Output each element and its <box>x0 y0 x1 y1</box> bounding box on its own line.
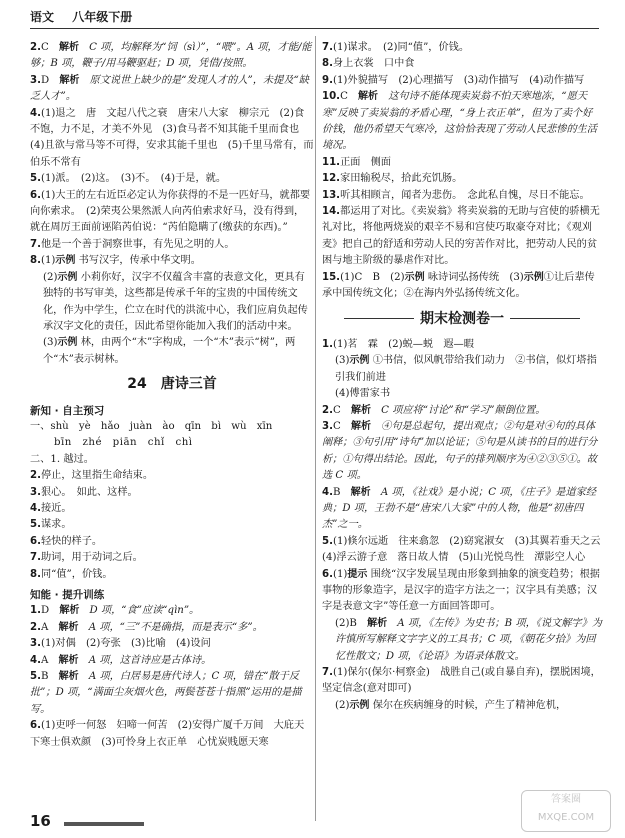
title-rule-right <box>510 318 580 319</box>
training-item-4: 4.A 解析 A 项，这首诗应是古体诗。 <box>30 654 212 666</box>
preview-item: 6.轻快的样子。 <box>30 535 103 547</box>
answer-item-8-3: (3)示例 林，由两个“木”字构成，一个“木”表示“树”，两个“木”表示树林。 <box>43 337 296 365</box>
page-number: 16 <box>30 812 51 830</box>
exam-item-3: 3.C 解析 ④句是总起句，提出观点；②句是对④句的具体阐释；③句引用“诗句”加以论证；⑤句是从读书的目的进行分析；①句得出结论。因此，句子的排列顺序为④②③⑤①。故选 C 项。 <box>322 420 598 482</box>
preview-item: 3.狠心。 如此、这样。 <box>30 486 138 498</box>
watermark-url: MXQE.COM <box>537 812 595 823</box>
lesson-name: 唐诗三首 <box>160 376 217 393</box>
answer-item-r14: 14.都运用了对比。《卖炭翁》将卖炭翁的无助与宫使的骄横无礼对比，将他两烧炭的艰辛不易和宫使巧取豪夺对比；《观刈麦》把自己的舒适和劳动人民的穷苦作对比，把劳动人民的贫困与地主阶级的暴虐作对比。 <box>322 206 600 267</box>
pinyin-line-2: bīn zhé piān chǐ chì <box>54 437 193 449</box>
answer-item-r10: 10.C 解析 这句诗不能体现卖炭翁不怕天寒地冻，“愿天寒”反映了卖炭翁的矛盾心理，“身上衣正单”，但为了卖个好价钱，他仍希望天气寒冷，这恰恰表现了劳动人民悲惨的生活境况。 <box>322 91 598 152</box>
training-item-1: 1.D 解析 D 项，“食”应读“qìn”。 <box>30 605 200 617</box>
column-divider <box>315 36 316 821</box>
footer-bar <box>64 822 144 826</box>
exam-item-5: 5.(1)倏尔远逝 往来翕忽 (2)窈窕淑女 (3)其翼若垂天之云 (4)浮云游子意 落日故人情 (5)山光悦鸟性 潭影空人心 <box>322 535 611 564</box>
answer-item-2: 2.C 解析 C 项，均解释为“饲（sì）”，“喂”。A 项，才能/能够；B 项，鞭子/用马鞭驱赶；D 项，凭借/按照。 <box>30 42 312 70</box>
title-rule-left <box>344 318 414 319</box>
grade-label: 八年级下册 <box>72 10 133 24</box>
answer-item-r15: 15.(1)C B (2)示例 咏诗词弘扬传统 (3)示例①让后辈传承中国传统文化；②在海内外弘扬传统文化。 <box>322 271 595 300</box>
answer-item-r7: 7.(1)谋求。 (2)同“值”，价钱。 <box>322 42 470 53</box>
exam-title-text: 期末检测卷一 <box>420 310 504 327</box>
watermark-text: 答案圈 <box>551 794 581 805</box>
preview-item: 7.助词，用于动词之后。 <box>30 552 143 564</box>
answer-item-r8: 8.身上衣裳 口中食 <box>322 58 415 70</box>
section-training: 知能 · 提升训练 <box>30 589 105 601</box>
exam-item-1: 1.(1)茗 霖 (2)蜕—蜕 遐—暇 <box>322 338 474 350</box>
pinyin-line-1: 一、shù yè hǎo juàn ào qīn bì wù xīn <box>30 420 273 432</box>
answer-item-r11: 11.正面 侧面 <box>322 156 391 168</box>
answer-item-r12: 12.家田输税尽，拾此充饥肠。 <box>322 173 463 185</box>
exam-item-2: 2.C 解析 C 项应将“讨论”和“学习”颠倒位置。 <box>322 404 546 416</box>
exam-item-4: 4.B 解析 A 项，《社戏》是小说；C 项，《庄子》是道家经典；D 项，王勃不是“唐宋八大家”中的人物，他是“初唐四杰”之一。 <box>322 486 597 531</box>
preview-item: 二、1. 越过。 <box>30 453 94 465</box>
right-column <box>322 40 611 714</box>
subject-label: 语文 <box>30 10 55 24</box>
training-item-3: 3.(1)对偶 (2)夸张 (3)比喻 (4)设问 <box>30 638 211 650</box>
left-column <box>30 40 314 751</box>
answer-item-6: 6.(1)大王的左右近臣必定认为你获得的不是一匹好马，就都要向你索求。 (2)荣夷公果然派人向芮伯索求好马，没有得到，就在周厉王面前诬陷芮伯说：“芮伯隐瞒了(缴获的东西)。” <box>30 189 311 234</box>
lesson-number: 24 <box>127 376 147 393</box>
preview-item: 2.停止，这里指生命结束。 <box>30 470 154 482</box>
training-item-2: 2.A 解析 A 项，“三”不是确指，而是表示“多”。 <box>30 621 263 633</box>
exam-item-7: 7.(1)保尔(保尔·柯察金) 战胜自己(或自暴自弃)，摆脱困境，坚定信念(意对即可) <box>322 667 601 695</box>
header-rule <box>30 28 599 29</box>
preview-item: 5.谋求。 <box>30 519 72 531</box>
exam-item-6-2: (2)B 解析 A 项，《左传》为史书；B 项，《说文解字》为许慎所写解释文字字义的工具书；C 项，《朝花夕拾》为回忆性散文；D 项，《论语》为语录体散文。 <box>335 617 602 662</box>
preview-item: 4.接近。 <box>30 502 72 514</box>
page-header <box>30 8 146 25</box>
training-item-6: 6.(1)吏呼一何怒 妇啼一何苦 (2)安得广厦千万间 大庇天下寒士俱欢颜 (3)可怜身上衣正单 心忧炭贱愿天寒 <box>30 720 305 748</box>
answer-item-7: 7.他是一个善于洞察世事，有先见之明的人。 <box>30 238 235 250</box>
exam-item-7-2: (2)示例 保尔在疾病缠身的时候，产生了精神危机， <box>335 699 567 711</box>
exam-title <box>322 311 602 327</box>
answer-item-4: 4.(1)退之 唐 文起八代之衰 唐宋八大家 柳宗元 (2)食不饱，力不足，才美不外见 (3)食马者不知其能千里而食也 (4)且欲与常马等不可得，安求其能千里也 (5)千里马常有，而伯乐不常有 <box>30 107 314 168</box>
watermark-logo <box>521 790 611 832</box>
training-item-5: 5.B 解析 A 项，白居易是唐代诗人；C 项，错在“散于反批”；D 项，“满面尘灰烟火色，两鬓苍苍十指黑”运用的是描写。 <box>30 671 302 715</box>
answer-item-8-2: (2)示例 小莉你好，汉字不仅蕴含丰富的表意文化，更具有独特的书写审美，这些都是传承千年的宝贵的中国传统文化，作为中学生，伫立在时代的洪流中心，我们应肩负起传承汉字文化的责任，因此希望你能加入我们的活动中来。 <box>43 271 308 332</box>
answer-item-5: 5.(1)派。 (2)这。 (3)不。 (4)于是，就。 <box>30 173 227 185</box>
answer-item-r9: 9.(1)外貌描写 (2)心理描写 (3)动作描写 (4)动作描写 <box>322 74 585 86</box>
answer-item-r13: 13.听其相顾言，闻者为悲伤。 念此私自愧，尽日不能忘。 <box>322 189 590 201</box>
exam-item-6: 6.(1)提示 围绕“汉字发展呈现由形象到抽象的演变趋势；根据事物的形象造字，是汉字的造字方法之一；汉字具有美感；汉字是表意文字”等任意一方面回答即可。 <box>322 568 600 613</box>
exam-item-1-3: (3)示例 ①书信，似风帆带给我们动力 ②书信，似灯塔指引我们前进 <box>335 355 597 383</box>
answer-item-3: 3.D 解析 原文说世上缺少的是“发现人才的人”，未提及“缺乏人才”。 <box>30 74 309 103</box>
preview-item: 8.同“值”，价钱。 <box>30 568 113 580</box>
exam-item-1-4: (4)傅雷家书 <box>335 388 391 400</box>
section-preview: 新知 · 自主预习 <box>30 404 105 417</box>
lesson-title <box>30 376 314 392</box>
answer-item-8: 8.(1)示例 书写汉字，传承中华文明。 <box>30 255 201 267</box>
